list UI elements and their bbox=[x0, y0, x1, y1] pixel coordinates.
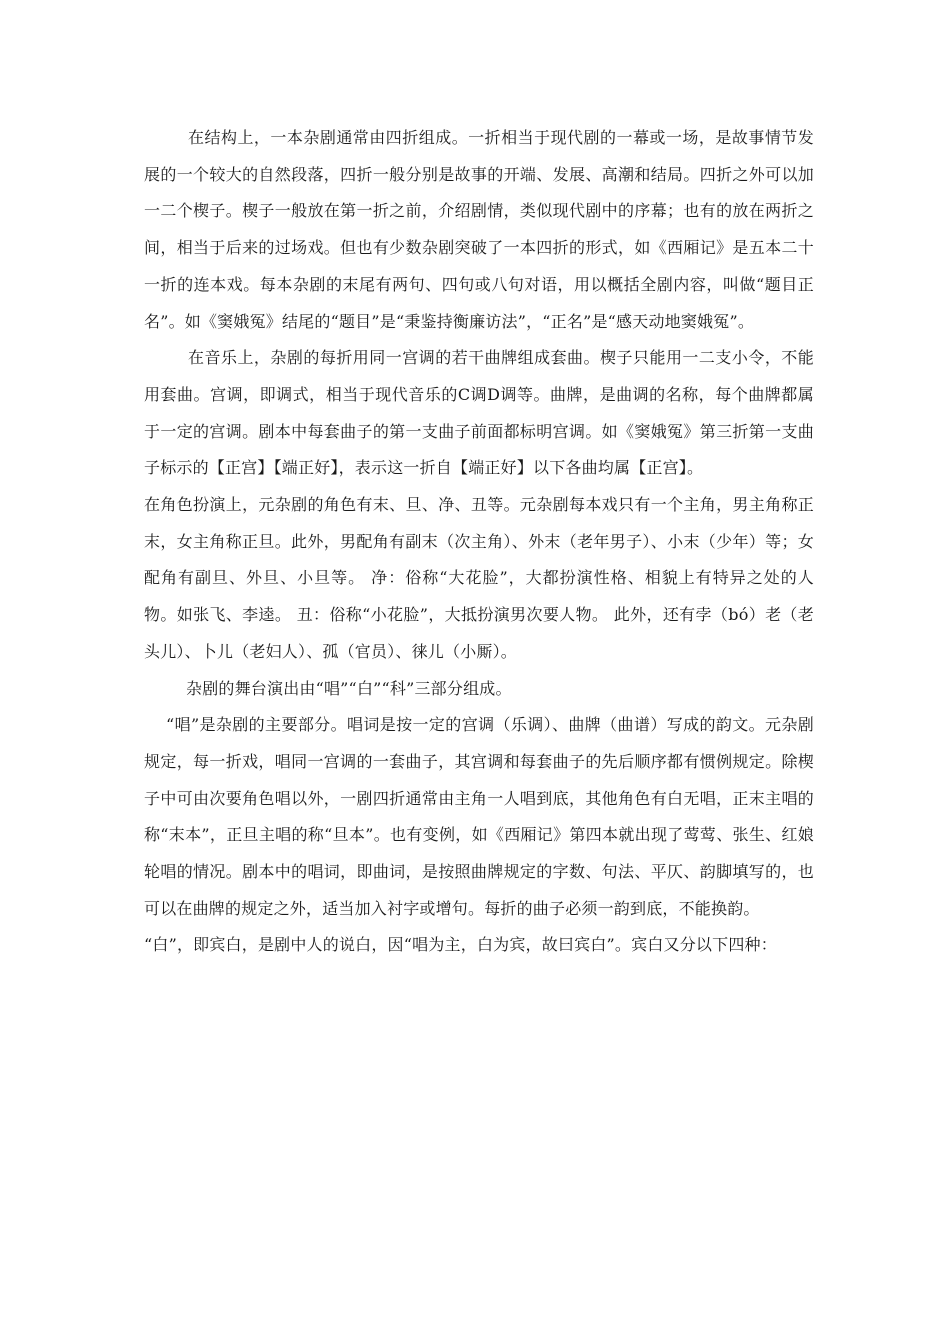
paragraph-singing: “唱”是杂剧的主要部分。唱词是按一定的宫调（乐调）、曲牌（曲谱）写成的韵文。元杂剧规定，每一折戏，唱同一宫调的一套曲子，其宫调和每套曲子的先后顺序都有惯例规定。除楔子中可由次要角色唱以外，一剧四折通常由主角一人唱到底，其他角色有白无唱，正末主唱的称“末本”，正旦主唱的称“旦本”。也有变例，如《西厢记》第四本就出现了莺莺、张生、红娘轮唱的情况。剧本中的唱词，即曲词，是按照曲牌规定的字数、句法、平仄、韵脚填写的，也可以在曲牌的规定之外，适当加入衬字或增句。每折的曲子必须一韵到底，不能换韵。 bbox=[144, 715, 814, 918]
paragraph-music: 在音乐上，杂剧的每折用同一宫调的若干曲牌组成套曲。楔子只能用一二支小令，不能用套曲。宫调，即调式，相当于现代音乐的C调D调等。曲牌，是曲调的名称，每个曲牌都属于一定的宫调。剧本中每套曲子的第一支曲子前面都标明宫调。如《窦娥冤》第三折第一支曲子标示的【正宫】【端正好】，表示这一折自【端正好】以下各曲均属【正宫】。 bbox=[144, 348, 814, 478]
paragraph-structure: 在结构上，一本杂剧通常由四折组成。一折相当于现代剧的一幕或一场，是故事情节发展的一个较大的自然段落，四折一般分别是故事的开端、发展、高潮和结局。四折之外可以加一二个楔子。楔子一般放在第一折之前，介绍剧情，类似现代剧中的序幕；也有的放在两折之间，相当于后来的过场戏。但也有少数杂剧突破了一本四折的形式，如《西厢记》是五本二十一折的连本戏。每本杂剧的末尾有两句、四句或八句对语，用以概括全剧内容，叫做“题目正名”。如《窦娥冤》结尾的“题目”是“秉鉴持衡廉访法”，“正名”是“感天动地窦娥冤”。 bbox=[144, 128, 814, 331]
paragraph-dialogue: “白”，即宾白，是剧中人的说白，因“唱为主，白为宾，故曰宾白”。宾白又分以下四种： bbox=[144, 935, 777, 955]
paragraph-stage-performance: 杂剧的舞台演出由“唱”“白”“科”三部分组成。 bbox=[186, 678, 512, 698]
paragraph-roles: 在角色扮演上，元杂剧的角色有末、旦、净、丑等。元杂剧每本戏只有一个主角，男主角称正末，女主角称正旦。此外，男配角有副末（次主角）、外末（老年男子）、小末（少年）等；女配角有副旦、外旦、小旦等。 净：俗称“大花脸”，大都扮演性格、相貌上有特异之处的人物。如张飞、李逵。 丑：俗称“小花脸”，大抵扮演男次要人物。 此外，还有孛（bó）老（老头儿）、卜儿（老妇人）、孤（官员）、徕儿（小厮）。 bbox=[144, 495, 814, 661]
document-page bbox=[144, 120, 814, 964]
